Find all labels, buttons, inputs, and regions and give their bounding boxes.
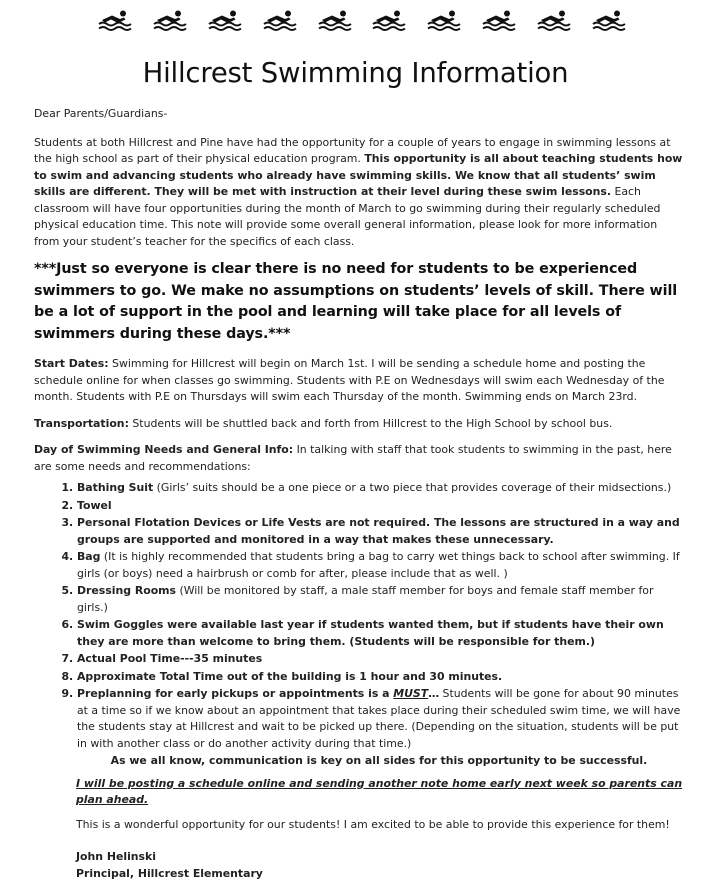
list-item xyxy=(77,498,684,515)
swimmer-icon xyxy=(98,9,134,33)
needs-paragraph xyxy=(34,442,684,475)
transportation-text: Students will be shuttled back and forth from Hillcrest to the High School by school bus. xyxy=(129,417,612,430)
list-item xyxy=(77,686,684,752)
must-emphasis: MUST xyxy=(393,687,428,700)
swimmer-icon xyxy=(537,9,573,33)
needs-text: In talking with staff that took students to swimming in the past, here are some needs and recommendations: xyxy=(34,443,672,473)
start-dates-text: Swimming for Hillcrest will begin on March 1st. I will be sending a schedule home and posting the schedule online for when classes go swimming. Students with P.E on Wednesdays will swim each Wednesday of the month. Students with P.E on Thursdays will swim each Thursday of the month. Swimming ends on March 23rd. xyxy=(34,357,664,403)
needs-list xyxy=(34,480,684,752)
list-item-bold: Preplanning for early pickups or appointments is a xyxy=(77,687,393,700)
closing-line: This is a wonderful opportunity for our students! I am excited to be able to provide this experience for them! xyxy=(76,817,684,834)
list-item-text: (It is highly recommended that students bring a bag to carry wet things back to school after swimming. If girls (or boys) need a hairbrush or comb for after, please include that as well. ) xyxy=(77,550,680,580)
communication-note: As we all know, communication is key on all sides for this opportunity to be successful. xyxy=(34,753,684,770)
swimmer-icon xyxy=(427,9,463,33)
list-item-bold: Personal Flotation Devices or Life Vests are not required. The lessons are structured in a way and groups are supported and monitored in a way that makes these unnecessary. xyxy=(77,516,680,546)
list-item xyxy=(77,617,684,650)
letter-body xyxy=(34,106,684,882)
signature-title: Principal, Hillcrest Elementary xyxy=(76,866,684,882)
list-item xyxy=(77,669,684,686)
start-dates-label: Start Dates: xyxy=(34,357,109,370)
list-item-text: (Will be monitored by staff, a male staff member for boys and female staff member for girls.) xyxy=(77,584,653,614)
list-item-text: Students will be gone for about 90 minutes at a time so if we know about an appointment that takes place during their scheduled swim time, we will have the students stay at Hillcrest and wait to be picked up there. (Depending on the situation, students will be put in with another class or do another activity during that time.) xyxy=(77,687,680,750)
list-item-bold: Bag xyxy=(77,550,100,563)
list-item-bold: Approximate Total Time out of the building is 1 hour and 30 minutes. xyxy=(77,670,502,683)
swimmer-icon xyxy=(592,9,628,33)
swimmer-icon xyxy=(153,9,189,33)
transportation-label: Transportation: xyxy=(34,417,129,430)
list-item-text: (Girls’ suits should be a one piece or a two piece that provides coverage of their midsections.) xyxy=(153,481,671,494)
list-item-bold: Actual Pool Time---35 minutes xyxy=(77,652,262,665)
swimmer-icon xyxy=(208,9,244,33)
list-item xyxy=(77,480,684,497)
list-item-bold: Bathing Suit xyxy=(77,481,153,494)
swimmer-icon xyxy=(263,9,299,33)
intro-text-bold: This opportunity is all about teaching students how to swim and advancing students who already have swimming skills. We know that all students’ swim skills are different. They will be met with instruction at their level during these swim lessons. xyxy=(34,152,682,198)
list-item xyxy=(77,651,684,668)
swimmer-icon xyxy=(372,9,408,33)
intro-text-1: Students at both Hillcrest and Pine have had the opportunity for a couple of years to engage in swimming lessons at the high school as part of their physical education program. xyxy=(34,136,670,166)
list-item-bold: Towel xyxy=(77,499,112,512)
swimmer-icon xyxy=(482,9,518,33)
signature-name: John Helinski xyxy=(76,849,684,866)
transportation-paragraph xyxy=(34,416,684,433)
schedule-note: I will be posting a schedule online and sending another note home early next week so parents can plan ahead. xyxy=(76,776,684,809)
list-item-bold-suffix: … xyxy=(428,687,439,700)
swimmer-icon-row xyxy=(98,9,628,35)
list-item-bold: Swim Goggles were available last year if students wanted them, but if students have their own they are more than welcome to bring them. (Students will be responsible for them.) xyxy=(77,618,664,648)
needs-label: Day of Swimming Needs and General Info: xyxy=(34,443,293,456)
list-item xyxy=(77,515,684,548)
page-title: Hillcrest Swimming Information xyxy=(0,57,711,89)
greeting: Dear Parents/Guardians- xyxy=(34,106,684,123)
list-item xyxy=(77,583,684,616)
intro-paragraph xyxy=(34,135,684,251)
list-item-bold: Dressing Rooms xyxy=(77,584,176,597)
intro-text-2: Each classroom will have four opportunities during the month of March to go swimming during their regularly scheduled physical education time. This note will provide some overall general information, please look for more information from your student’s teacher for the specifics of each class. xyxy=(34,185,660,248)
list-item xyxy=(77,549,684,582)
start-dates-paragraph xyxy=(34,356,684,406)
emphasis-note: ***Just so everyone is clear there is no need for students to be experienced swimmers to go. We make no assumptions on students’ levels of skill. There will be a lot of support in the pool and learning will take place for all levels of swimmers during these days.*** xyxy=(34,259,684,345)
swimmer-icon xyxy=(318,9,354,33)
